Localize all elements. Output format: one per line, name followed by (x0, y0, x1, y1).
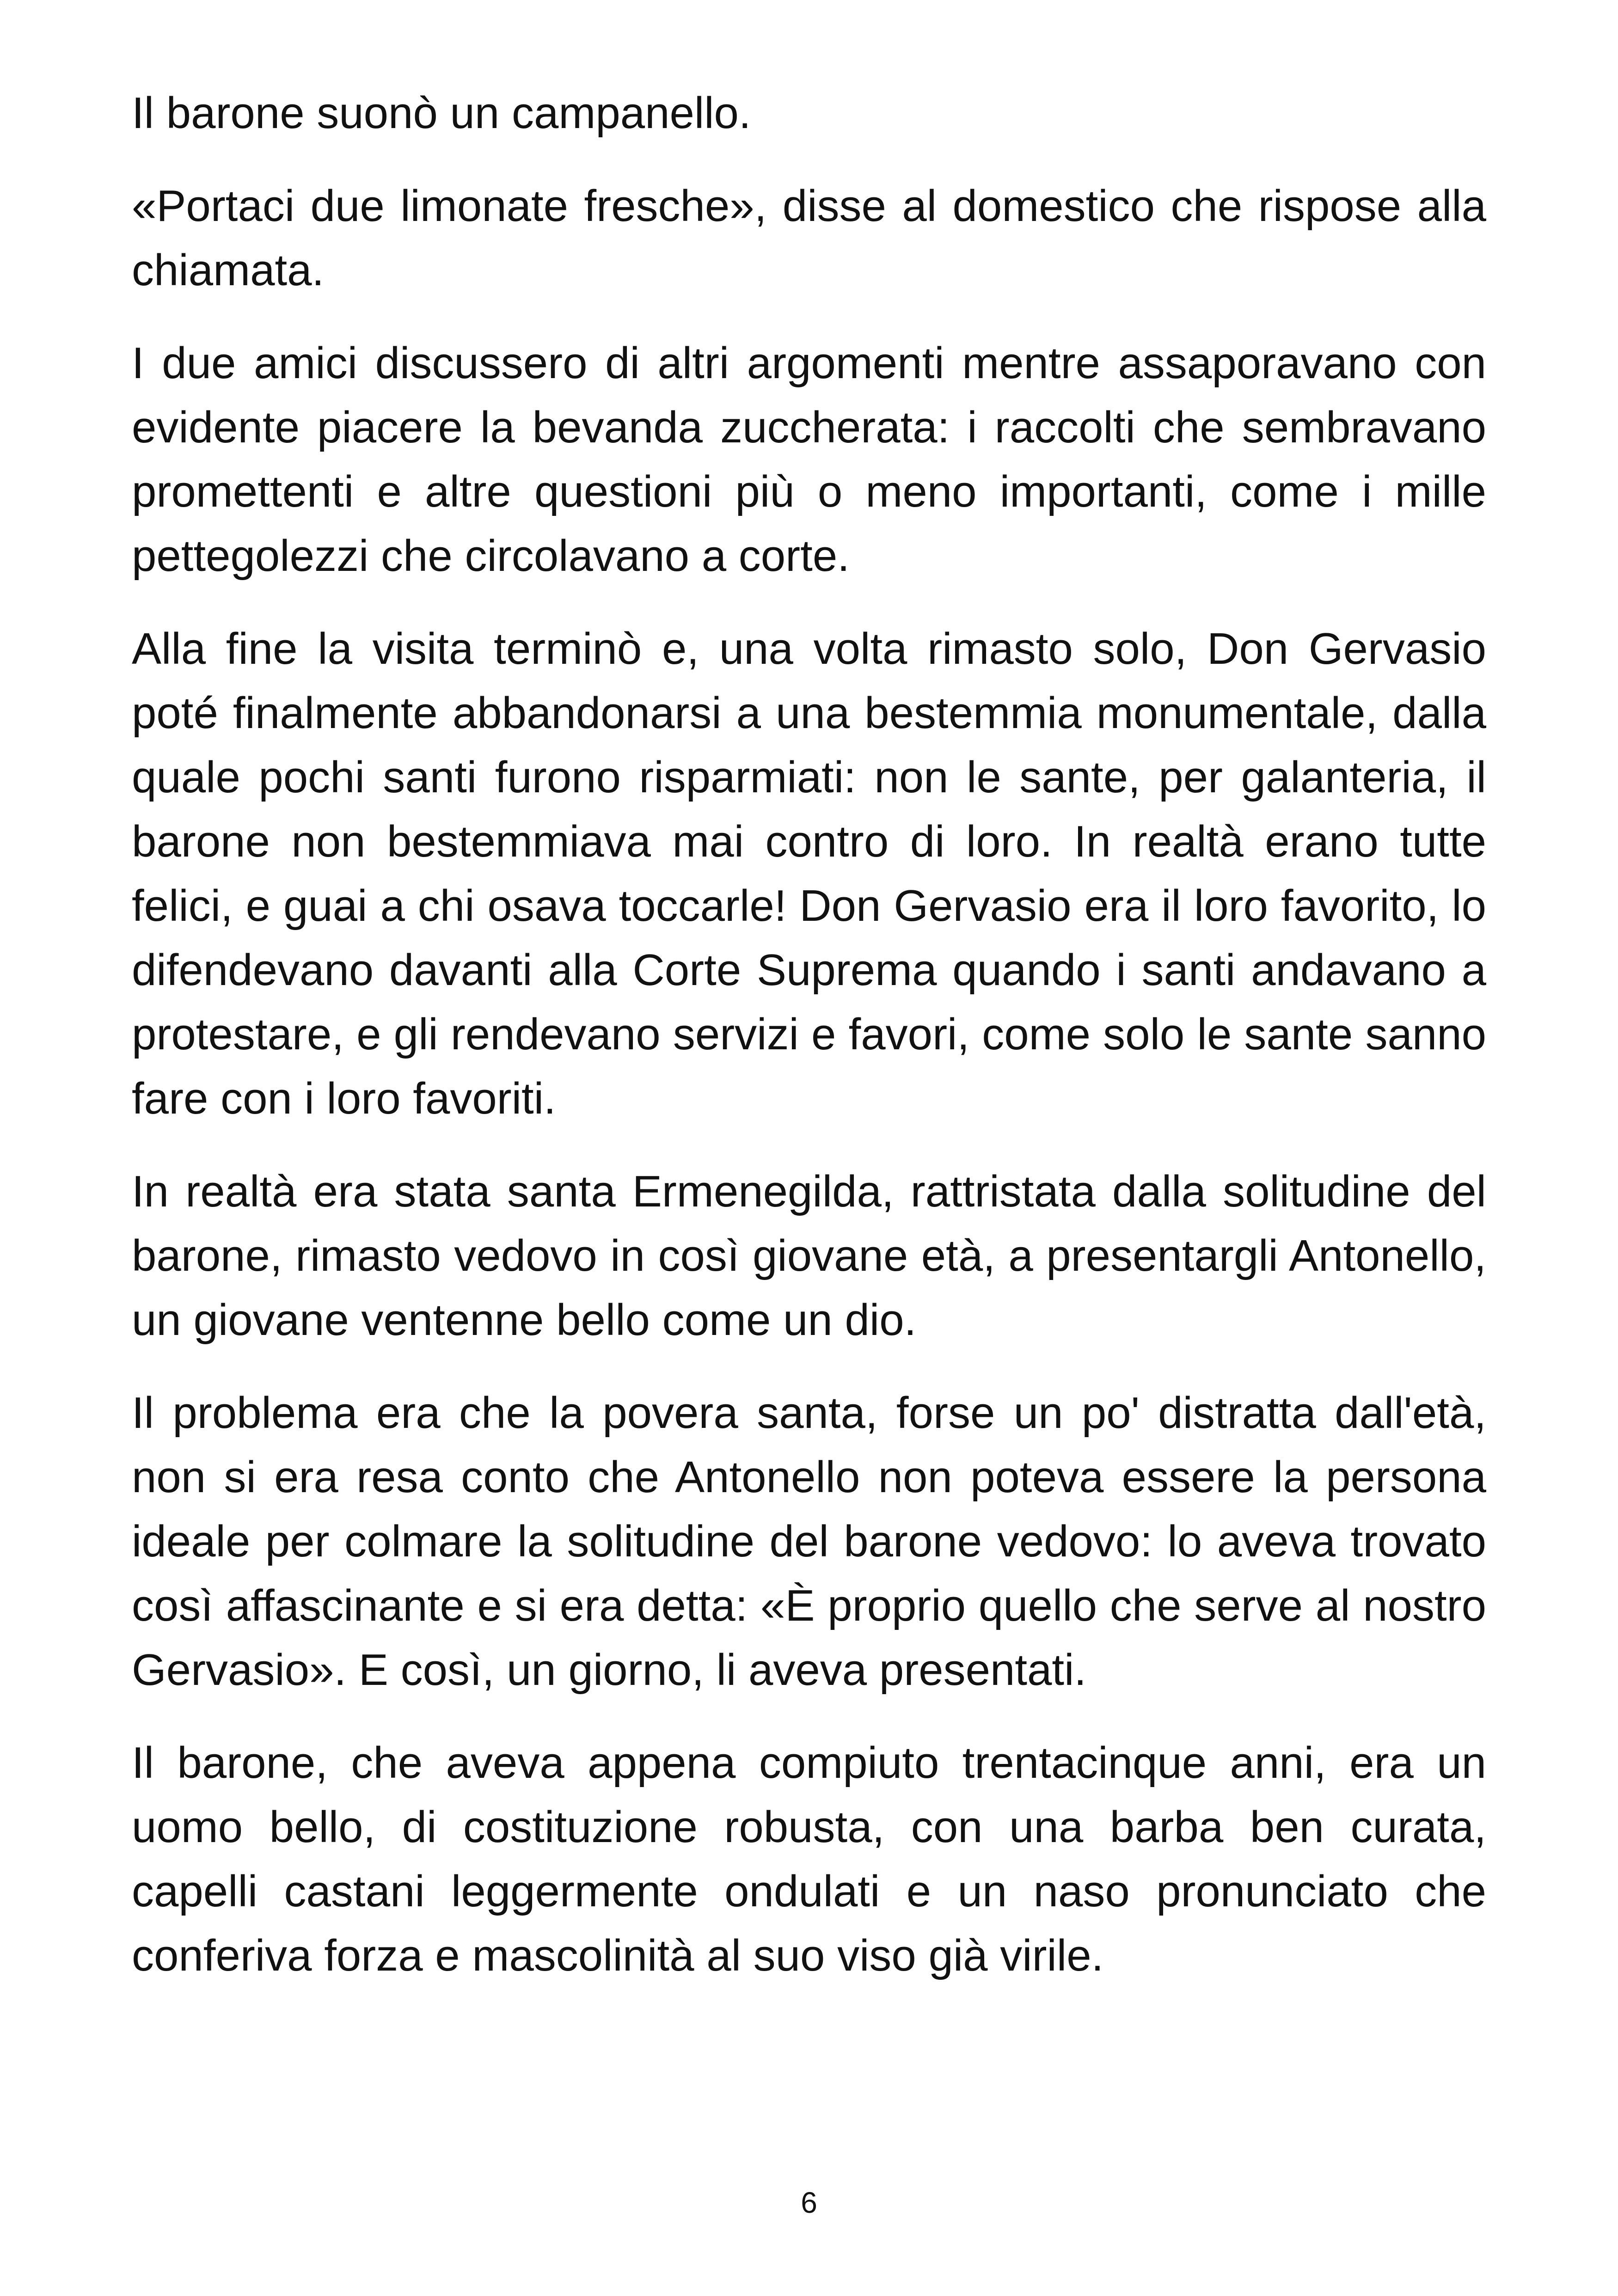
paragraph: I due amici discussero di altri argomenti mentre assaporavano con evidente piacere la bevanda zuccherata: i raccolti che sembravano promettenti e altre questioni più o meno importanti, come i mille pettegolezzi che circolavano a corte. (132, 338, 1486, 581)
paragraph: Il barone, che aveva appena compiuto trentacinque anni, era un uomo bello, di costituzione robusta, con una barba ben curata, capelli castani leggermente ondulati e un naso pronunciato che conferiva forza e mascolinità al suo viso già virile. (132, 1738, 1486, 1980)
paragraph: «Portaci due limonate fresche», disse al domestico che rispose alla chiamata. (132, 181, 1486, 295)
paragraph: Alla fine la visita terminò e, una volta rimasto solo, Don Gervasio poté finalmente abbandonarsi a una bestemmia monumentale, dalla quale pochi santi furono risparmiati: non le sante, per galanteria, il barone non bestemmiava mai contro di loro. In realtà erano tutte felici, e guai a chi osava toccarle! Don Gervasio era il loro favorito, lo difendevano davanti alla Corte Suprema quando i santi andavano a protestare, e gli rendevano servizi e favori, come solo le sante sanno fare con i loro favoriti. (132, 624, 1486, 1123)
page-number: 6 (801, 2186, 817, 2219)
paragraph: Il barone suonò un campanello. (132, 88, 751, 138)
paragraph: In realtà era stata santa Ermenegilda, rattristata dalla solitudine del barone, rimasto vedovo in così giovane età, a presentargli Antonello, un giovane ventenne bello come un dio. (132, 1167, 1486, 1345)
paragraph: Il problema era che la povera santa, forse un po' distratta dall'età, non si era resa conto che Antonello non poteva essere la persona ideale per colmare la solitudine del barone vedovo: lo aveva trovato così affascinante e si era detta: «È proprio quello che serve al nostro Gervasio». E così, un giorno, li aveva presentati. (132, 1388, 1486, 1695)
page-body (132, 81, 1486, 2016)
